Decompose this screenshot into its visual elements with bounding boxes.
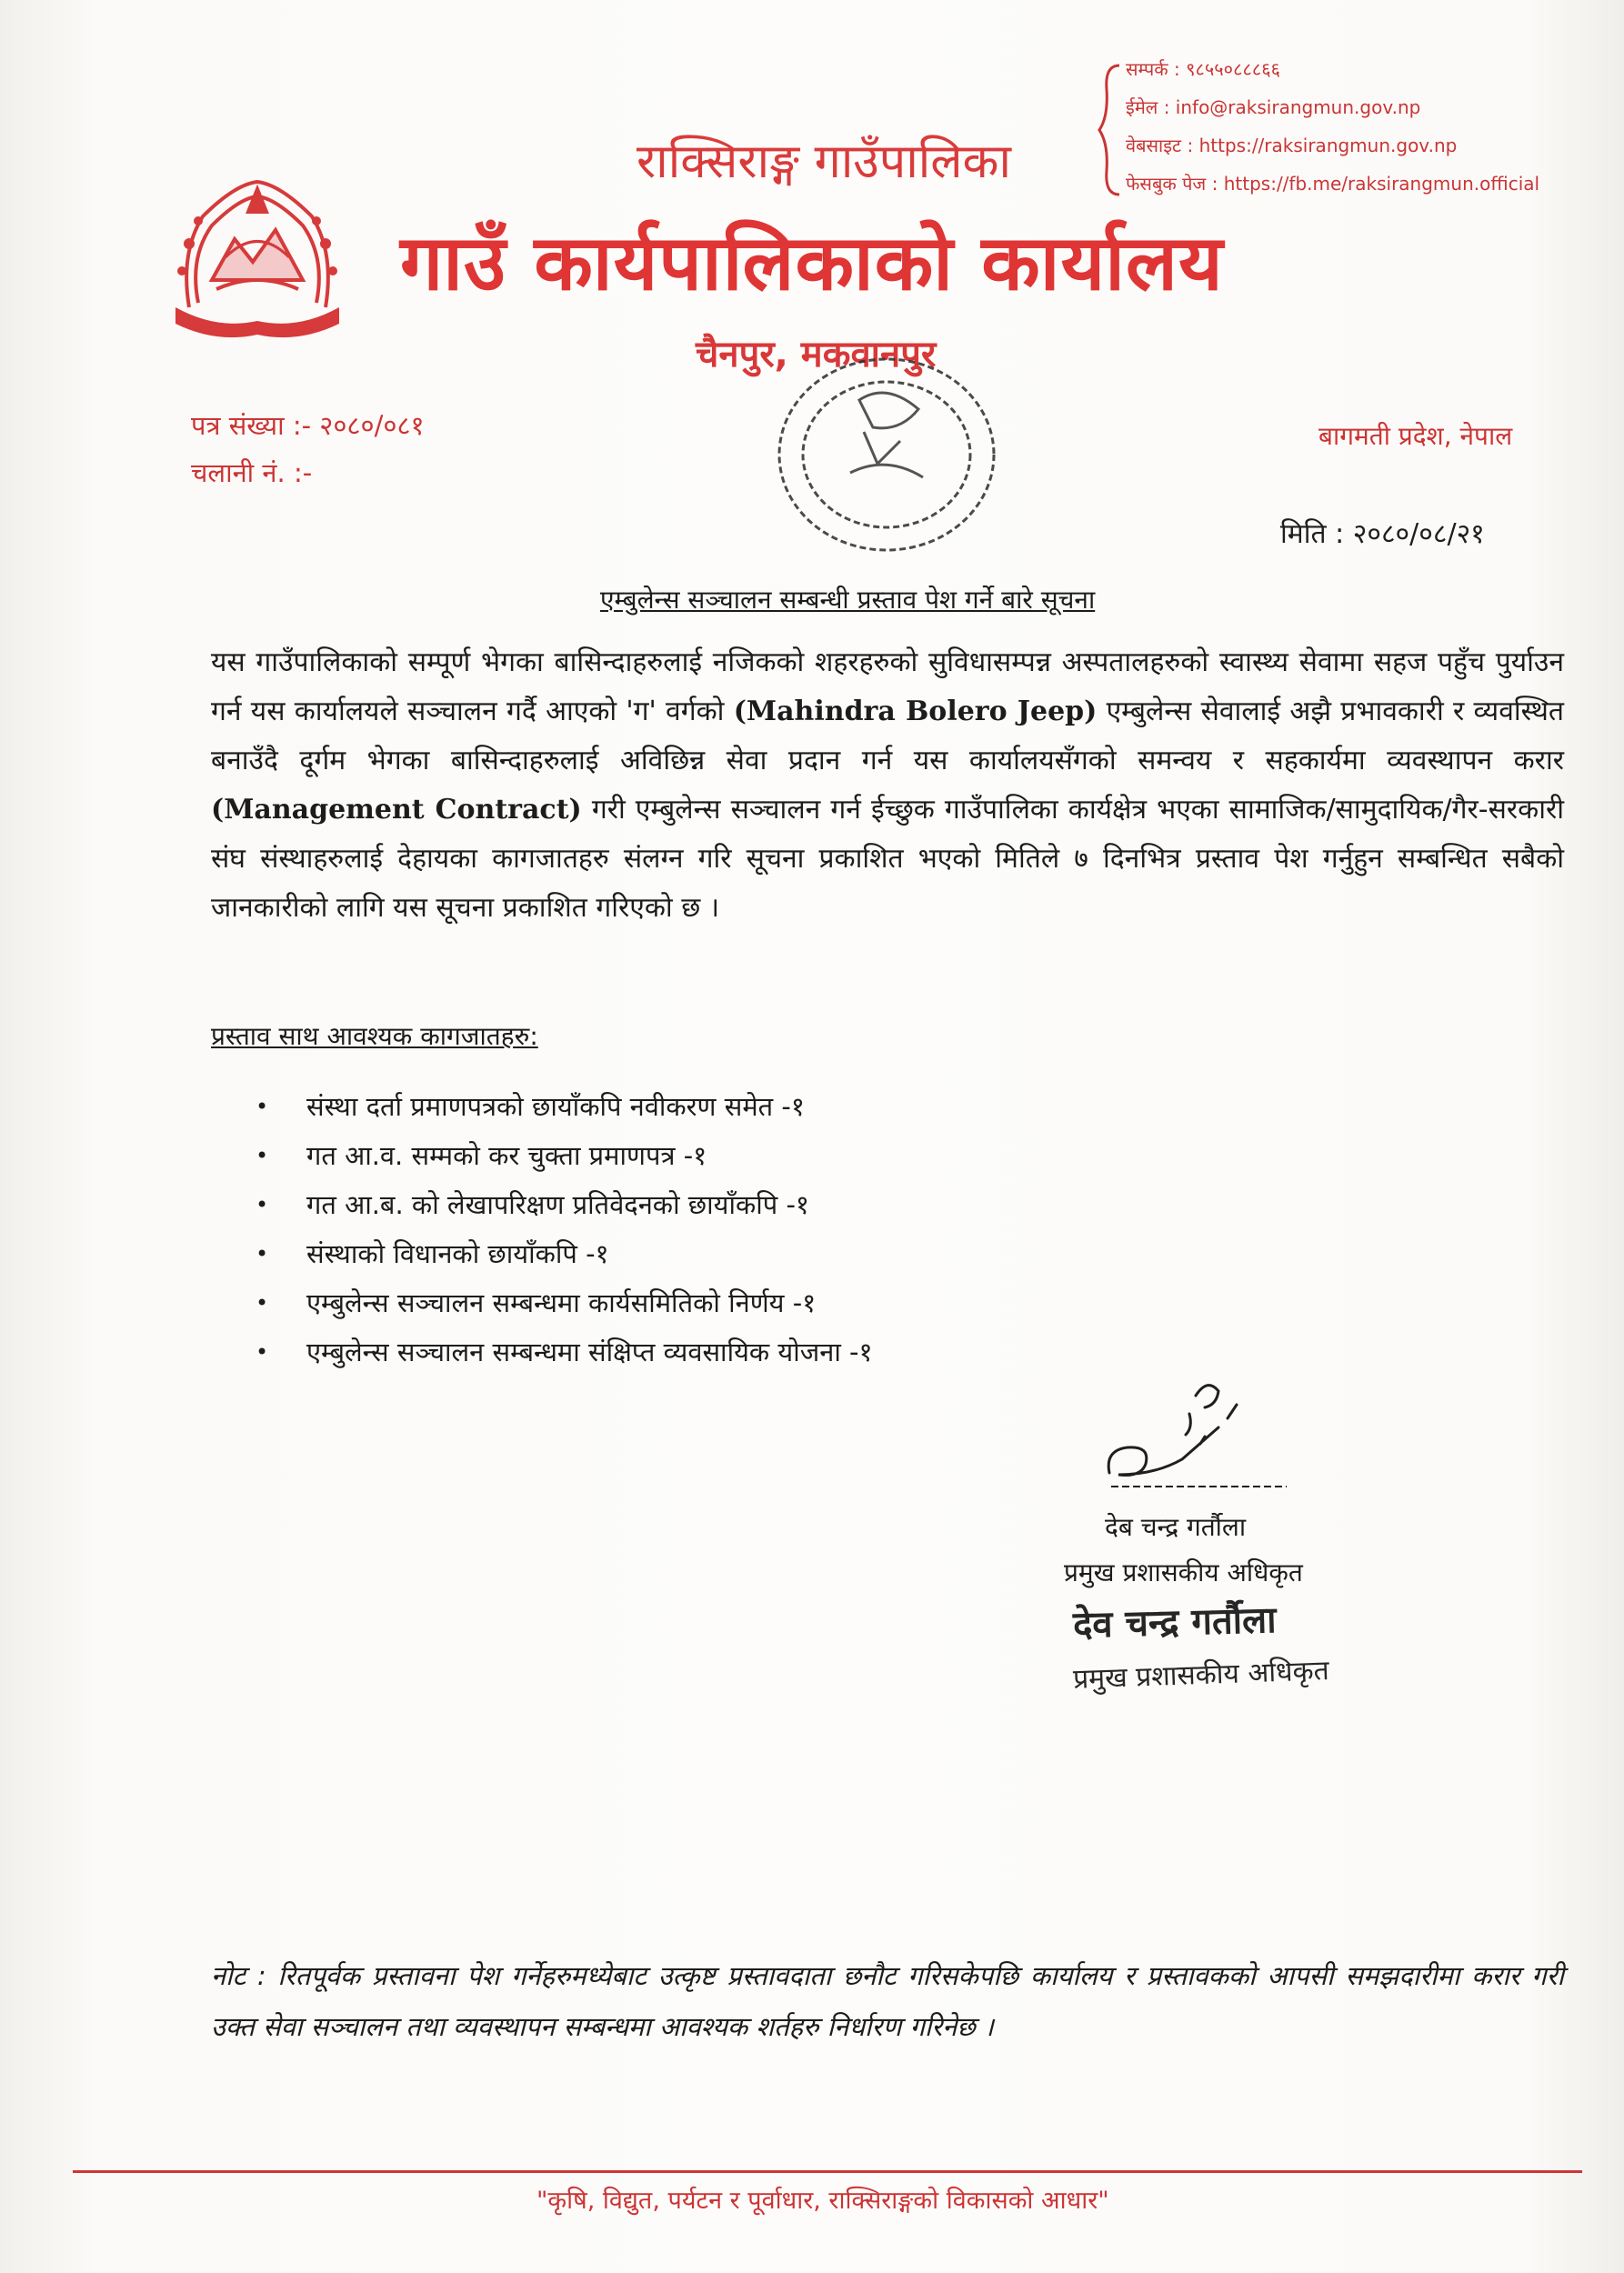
- documents-heading: प्रस्ताव साथ आवश्यक कागजातहरु:: [211, 1021, 538, 1051]
- list-item: • एम्बुलेन्स सञ्चालन सम्बन्धमा कार्यसमितिको निर्णय -१: [250, 1278, 873, 1327]
- website-value: https://raksirangmun.gov.np: [1198, 135, 1458, 156]
- letter-date: मिति : २०८०/०८/२१: [1280, 518, 1485, 550]
- phone-value: ९८५५०८८८६६: [1186, 58, 1281, 80]
- email-label: ईमेल :: [1126, 96, 1170, 118]
- bullet-icon: •: [256, 1241, 269, 1267]
- body-part-1: यस गाउँपालिकाको सम्पूर्ण भेगका बासिन्दाहरुलाई नजिकको शहरहरुको सुविधासम्पन्न अस्पतालहरुको स्वास्थ्य सेवामा सहज पहुँच पुर्याउन गर्न यस कार्यालयले सञ्चालन गर्दै आएको 'ग' वर्गको: [211, 646, 1564, 727]
- dispatch-number: चलानी नं. :-: [191, 457, 313, 488]
- contact-facebook: [1126, 171, 1539, 195]
- list-item: • संस्था दर्ता प्रमाणपत्रको छायाँकपि नवीकरण समेत -१: [250, 1082, 873, 1131]
- signatory-name: देब चन्द्र गर्तौला: [1105, 1512, 1247, 1542]
- facebook-label: फेसबुक पेज :: [1126, 173, 1218, 195]
- body-vehicle-model: (Mahindra Bolero Jeep): [733, 696, 1098, 727]
- list-item: • गत आ.ब. को लेखापरिक्षण प्रतिवेदनको छायाँकपि -१: [250, 1180, 873, 1229]
- body-part-3: गरी एम्बुलेन्स सञ्चालन गर्न ईच्छुक गाउँपालिका कार्यक्षेत्र भएका सामाजिक/सामुदायिक/गैर-सरकारी संघ संस्थाहरुलाई देहायका कागजातहरु संलग्न गरि सूचना प्रकाशित भएको मितिले ७ दिनभित्र प्रस्ताव पेश गर्नुहुन सम्बन्धित सबैको जानकारीको लागि यस सूचना प्रकाशित गरिएको छ ।: [211, 794, 1565, 924]
- title-stamp: प्रमुख प्रशासकीय अधिकृत: [1072, 1655, 1330, 1696]
- phone-label: सम्पर्क :: [1126, 58, 1180, 80]
- province-name: बागमती प्रदेश, नेपाल: [1318, 421, 1513, 451]
- office-seal-stamp: [764, 345, 1009, 564]
- bullet-icon: •: [256, 1143, 269, 1168]
- office-location: चैनपुर, मकवानपुर: [696, 334, 937, 375]
- notice-title: एम्बुलेन्स सञ्चालन सम्बन्धी प्रस्ताव पेश गर्ने बारे सूचना: [600, 585, 1096, 615]
- notice-body: [211, 638, 1564, 933]
- email-value: info@raksirangmun.gov.np: [1175, 96, 1421, 118]
- list-item: • संस्थाको विधानको छायाँकपि -१: [250, 1229, 873, 1278]
- handwritten-signature: [1091, 1373, 1300, 1500]
- list-item: • गत आ.व. सम्मको कर चुक्ता प्रमाणपत्र -१: [250, 1131, 873, 1180]
- nepal-emblem-icon: [162, 171, 353, 344]
- bullet-icon: •: [256, 1339, 269, 1365]
- body-part-2: एम्बुलेन्स सेवालाई अझै प्रभावकारी र व्यवस्थित बनाउँदै दूर्गम भेगका बासिन्दाहरुलाई अविछिन्न सेवा प्रदान गर्न यस कार्यालयसँगको समन्वय र सहकार्यमा व्यवस्थापन करार: [211, 696, 1564, 776]
- contact-email: [1126, 95, 1420, 119]
- body-contract-type: (Management Contract): [211, 794, 582, 826]
- documents-list: [250, 1082, 873, 1377]
- municipality-name: राक्सिराङ्ग गाउँपालिका: [637, 135, 1011, 189]
- contact-brace-icon: [1096, 62, 1123, 198]
- facebook-value: https://fb.me/raksirangmun.official: [1223, 173, 1540, 195]
- list-item: • एम्बुलेन्स सञ्चालन सम्बन्धमा संक्षिप्त व्यवसायिक योजना -१: [250, 1327, 873, 1377]
- name-stamp: देव चन्द्र गर्तौला: [1072, 1599, 1278, 1647]
- footer-divider: [73, 2170, 1582, 2173]
- signatory-title: प्रमुख प्रशासकीय अधिकृत: [1064, 1557, 1303, 1587]
- contact-website: [1126, 133, 1457, 157]
- contact-phone: [1126, 56, 1280, 81]
- footer-motto: "कृषि, विद्युत, पर्यटन र पूर्वाधार, राक्सिराङ्गको विकासको आधार": [536, 2187, 1109, 2215]
- note-text: नोट : रितपूर्वक प्रस्तावना पेश गर्नेहरुमध्येबाट उत्कृष्ट प्रस्तावदाता छनौट गरिसकेपछि कार्यालय र प्रस्तावकको आपसी समझदारीमा करार गरी उक्त सेवा सञ्चालन तथा व्यवस्थापन सम्बन्धमा आवश्यक शर्तहरु निर्धारण गरिनेछ ।: [211, 1960, 1564, 2042]
- bullet-icon: •: [256, 1192, 269, 1217]
- website-label: वेबसाइट :: [1126, 135, 1194, 156]
- bullet-icon: •: [256, 1290, 269, 1316]
- letter-number: पत्र संख्या :- २०८०/०८१: [191, 410, 425, 441]
- office-name: गाउँ कार्यपालिकाको कार्यालय: [400, 217, 1224, 307]
- bullet-icon: •: [256, 1094, 269, 1119]
